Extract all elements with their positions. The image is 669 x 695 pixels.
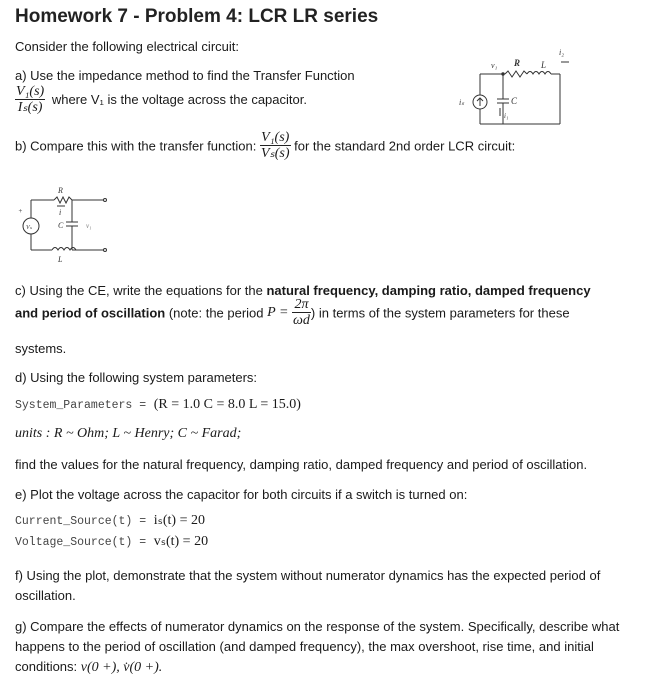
voltage-source-label: Voltage_Source(t) = [15, 536, 147, 549]
part-c-bold2: and period of oscillation [15, 305, 166, 321]
part-a-line2 [15, 84, 307, 116]
part-b-fraction [260, 130, 291, 162]
part-a-fraction [15, 84, 45, 116]
period-fraction [292, 297, 311, 329]
inductor-L [527, 72, 551, 75]
part-e-line1: e) Plot the voltage across the capacitor for both circuits if a switch is turned on: [15, 487, 468, 502]
part-a-line2-text: where V₁ is the voltage across the capacitor. [51, 92, 307, 108]
label-is: iₛ [459, 98, 465, 107]
units-line: units : R ~ Ohm; L ~ Henry; C ~ Farad; [15, 426, 242, 441]
current-source-label: Current_Source(t) = [15, 515, 147, 528]
system-params-values: (R = 1.0 C = 8.0 L = 15.0) [153, 397, 301, 412]
part-c-line2 [15, 297, 570, 329]
intro-text: Consider the following electrical circuit: [15, 39, 239, 54]
part-d-params [15, 396, 301, 413]
label-C: C [58, 221, 64, 230]
current-source-line [15, 512, 205, 529]
terminal-top [104, 199, 107, 202]
page-title: Homework 7 - Problem 4: LCR LR series [15, 6, 379, 27]
period-lhs: P = [267, 304, 289, 320]
label-R: R [514, 58, 521, 68]
label-v1: v₁ [491, 61, 498, 70]
label-i: i [59, 208, 62, 217]
part-a-frac-num: V₁(s) [16, 84, 45, 99]
part-g-initial-conditions: v(0 +), v̇(0 +). [80, 660, 163, 675]
voltage-source-line [15, 533, 208, 550]
label-L: L [58, 255, 63, 264]
label-plus: + [18, 207, 23, 215]
label-i2: i₂ [559, 48, 565, 57]
part-b-suffix: for the standard 2nd order LCR circuit: [294, 138, 516, 154]
period-num: 2π [292, 297, 311, 313]
part-c-text2: (note: the period [165, 305, 268, 321]
part-b-frac-den: Vₛ(s) [260, 146, 290, 162]
part-c-bold1: natural frequency, damping ratio, damped frequency [266, 283, 591, 298]
part-b-line [15, 130, 515, 162]
part-a-line1: a) Use the impedance method to find the Transfer Function [15, 68, 355, 83]
resistor-R [54, 197, 72, 203]
part-d-line1: d) Using the following system parameters: [15, 370, 258, 385]
part-f-text: f) Using the plot, demonstrate that the system without numerator dynamics has the expected period of oscillation. [15, 568, 601, 603]
part-a-frac-den: Iₛ(s) [17, 100, 43, 116]
voltage-source-value: vₛ(t) = 20 [153, 534, 209, 549]
part-b-frac-num: V₁(s) [261, 130, 290, 145]
terminal-bottom [104, 249, 107, 252]
label-v1: v₁ [86, 222, 92, 230]
part-d-line2: find the values for the natural frequency, damping ratio, damped frequency and period of oscillation. [15, 457, 588, 472]
system-params-label: System_Parameters = [15, 399, 147, 412]
label-L: L [541, 60, 547, 70]
resistor-R [505, 71, 527, 77]
period-den: ωd [293, 313, 310, 329]
circuit-diagram-current-source [455, 44, 575, 129]
part-g-paragraph [15, 617, 650, 678]
current-source-value: iₛ(t) = 20 [153, 513, 205, 528]
part-c-text4: systems. [15, 341, 67, 356]
label-i1: i₁ [504, 112, 509, 120]
label-R: R [58, 186, 63, 195]
label-vs: Vₛ [26, 225, 32, 231]
part-b-prefix: b) Compare this with the transfer function: [15, 138, 257, 154]
part-g-text: g) Compare the effects of numerator dynamics on the response of the system. Specifically, describe what happens to the period of oscillation (and damped frequency), the max overshoot, rise time, and initial conditions: [15, 619, 620, 674]
part-c-text3: ) in terms of the system parameters for these [310, 305, 570, 321]
part-c-text1: c) Using the CE, write the equations for the [15, 283, 267, 298]
label-C: C [511, 96, 518, 106]
circuit-diagram-voltage-source [14, 182, 124, 264]
